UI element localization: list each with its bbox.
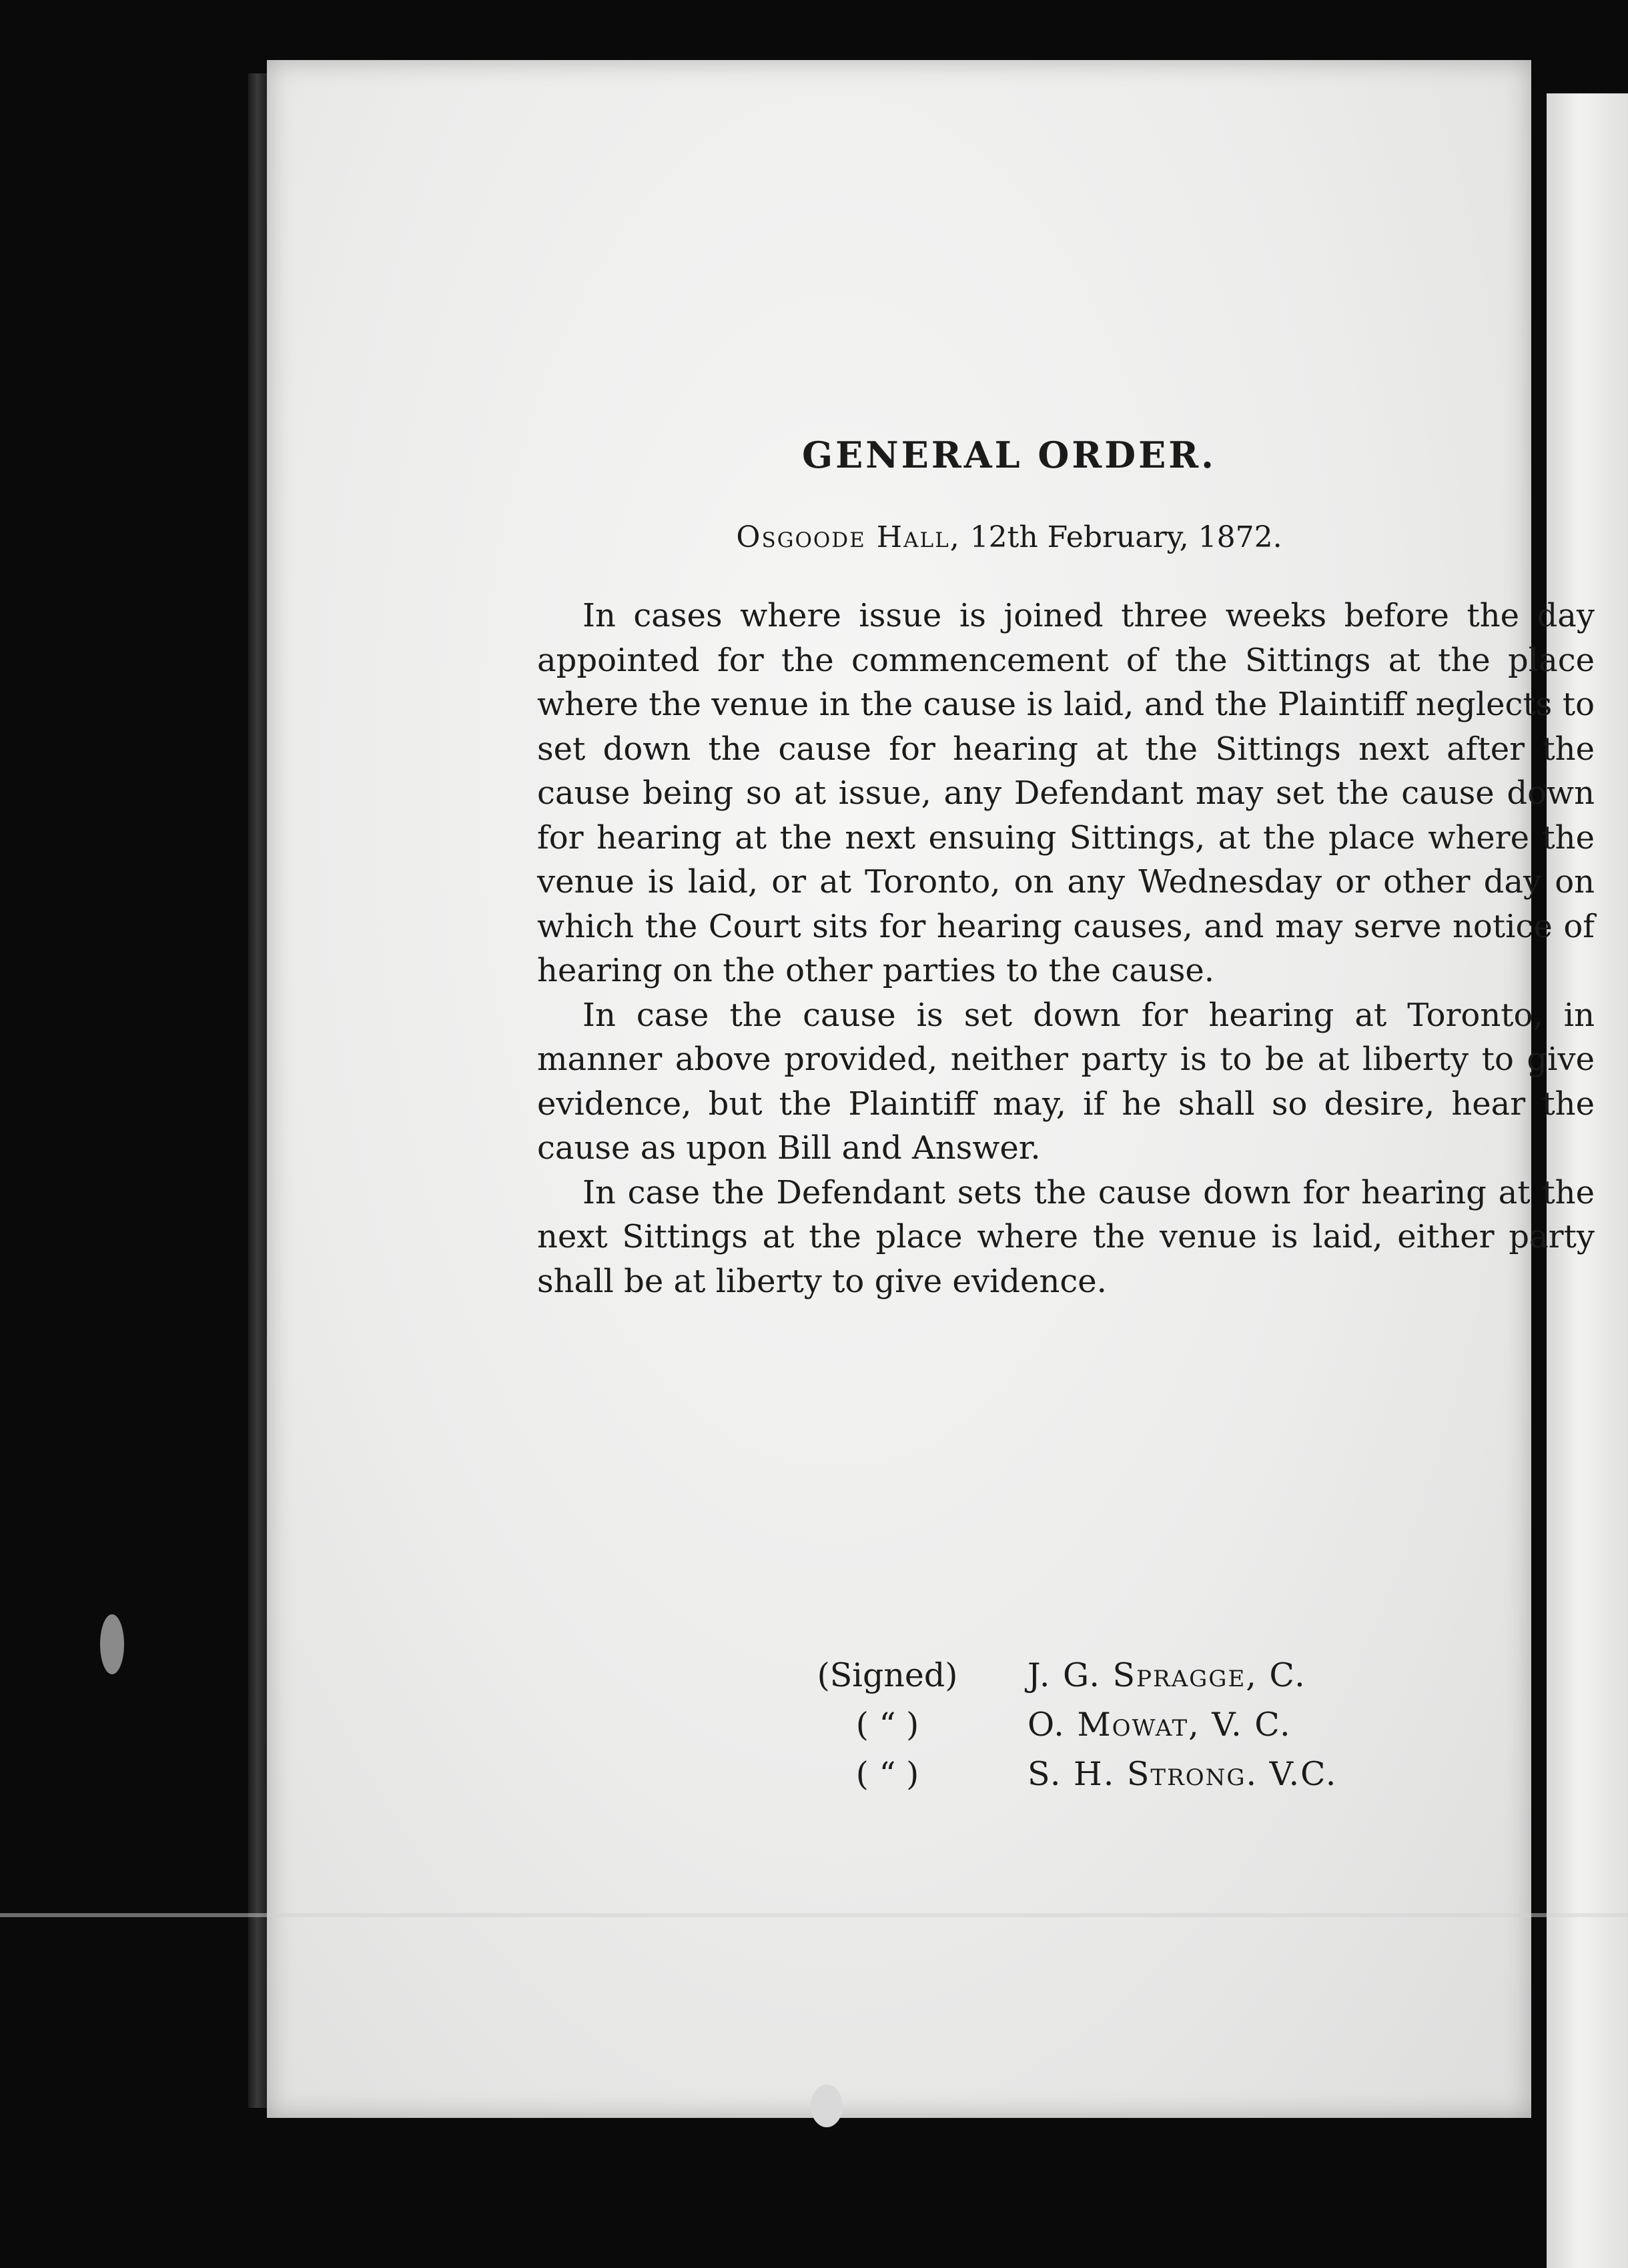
- signature-row: [777, 1651, 1618, 1700]
- page-content: [267, 60, 1595, 2118]
- signatory-name: S. H. Strong. V.C.: [1028, 1755, 1338, 1793]
- signature-row: [777, 1750, 1618, 1799]
- paragraph: In cases where issue is joined three weeks before the day appointed for the commencement of the Sittings at the place where the venue in the cause is laid, and the Plaintiff neglects to set down the cause for hearing at the Sittings next after the cause being so at issue, any Defendant may set the cause down for hearing at the next ensuing Sittings, at the place where the venue is laid, or at Toronto, on any Wednesday or other day on which the Court sits for hearing causes, and may serve notice of hearing on the other parties to the cause.: [537, 597, 1595, 989]
- signature-block: [777, 1651, 1618, 1799]
- signature-row: [777, 1700, 1618, 1750]
- book-spine-edge: [248, 73, 268, 2108]
- document-heading: GENERAL ORDER.: [802, 434, 1216, 476]
- signature-mark: (Signed): [817, 1656, 958, 1694]
- dateline-date: 12th February, 1872.: [969, 520, 1282, 554]
- paragraph: In case the cause is set down for hearing at Toronto, in manner above provided, neither party is to be at liberty to give evidence, but the Plaintiff may, if he shall so desire, hear the cause as upon Bill and Answer.: [537, 996, 1595, 1167]
- signature-mark: ( “ ): [855, 1706, 919, 1744]
- order-body: [537, 594, 1595, 1303]
- signatory-name: J. G. Spragge, C.: [1028, 1656, 1306, 1694]
- signature-mark: ( “ ): [855, 1755, 919, 1793]
- dust-speck: [100, 1614, 124, 1674]
- dateline: [267, 520, 1531, 554]
- paragraph: In case the Defendant sets the cause down for hearing at the next Sittings at the place where the venue is laid, either party shall be at liberty to give evidence.: [537, 1173, 1595, 1300]
- dateline-place: Osgoode Hall,: [736, 520, 961, 554]
- signatory-name: O. Mowat, V. C.: [1028, 1706, 1292, 1744]
